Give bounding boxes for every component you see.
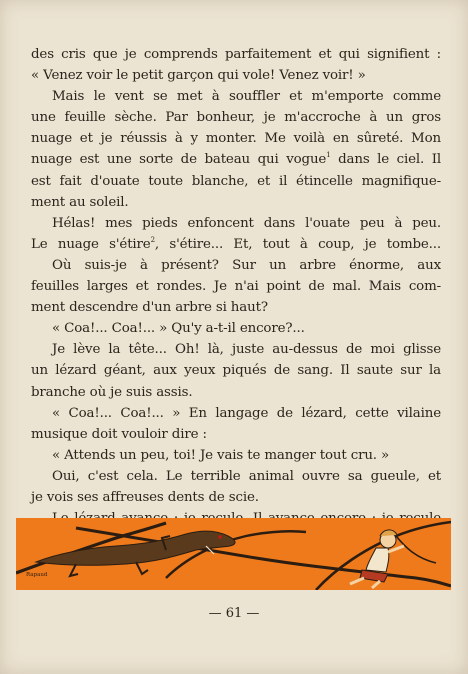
text-line: « Coa!... Coa!... » En langage de lézard, cette vilaine	[52, 405, 441, 421]
footnote-marker: 1	[326, 151, 331, 160]
text-line: « Coa!... Coa!... » Qu'y a-t-il encore?...	[52, 321, 305, 337]
text-line: Le nuage s'étire$^2$, s'étire... Et, tout à coup, je tombe...	[31, 235, 442, 252]
text-line: musique doit vouloir dire :	[31, 426, 207, 442]
footnote-marker: 2	[150, 235, 155, 244]
text-line: est fait d'ouate toute blanche, et il étincelle magnifique-	[31, 173, 441, 189]
text-line: ment descendre d'un arbre si haut?	[31, 300, 268, 316]
body-text	[31, 44, 441, 529]
text-line: Oui, c'est cela. Le terrible animal ouvre sa gueule, et	[52, 468, 441, 484]
illustrator-signature: Rapaud	[26, 572, 48, 578]
text-line: ment au soleil.	[31, 194, 129, 210]
illustration-lizard-and-boy	[16, 518, 451, 590]
text-line: Où suis-je à présent? Sur un arbre énorme, aux	[52, 257, 441, 273]
text-line: Je lève la tête... Oh! là, juste au-dessus de moi glisse	[52, 342, 441, 358]
text-line: feuilles larges et rondes. Je n'ai point de mal. Mais com-	[31, 279, 441, 295]
text-line: « Venez voir le petit garçon qui vole! Venez voir! »	[31, 68, 366, 84]
text-line: des cris que je comprends parfaitement et qui signifient :	[31, 47, 441, 62]
text-line: nuage est une sorte de bateau qui vogue$^1$ dans le ciel. Il	[31, 151, 441, 168]
text-line: une feuille sèche. Par bonheur, je m'accroche à un gros	[31, 110, 441, 126]
page-number: — 61 —	[208, 606, 260, 621]
text-line: Hélas! mes pieds enfoncent dans l'ouate peu à peu.	[52, 215, 441, 231]
text-line: Mais le vent se met à souffler et m'emporte comme	[52, 89, 441, 105]
text-line: nuage et je réussis à y monter. Me voilà en sûreté. Mon	[31, 131, 441, 147]
text-line: branche où je suis assis.	[31, 384, 193, 400]
text-line: je vois ses affreuses dents de scie.	[31, 489, 259, 505]
text-line: « Attends un peu, toi! Je vais te manger tout cru. »	[52, 447, 390, 463]
text-line: un lézard géant, aux yeux piqués de sang. Il saute sur la	[31, 363, 441, 379]
